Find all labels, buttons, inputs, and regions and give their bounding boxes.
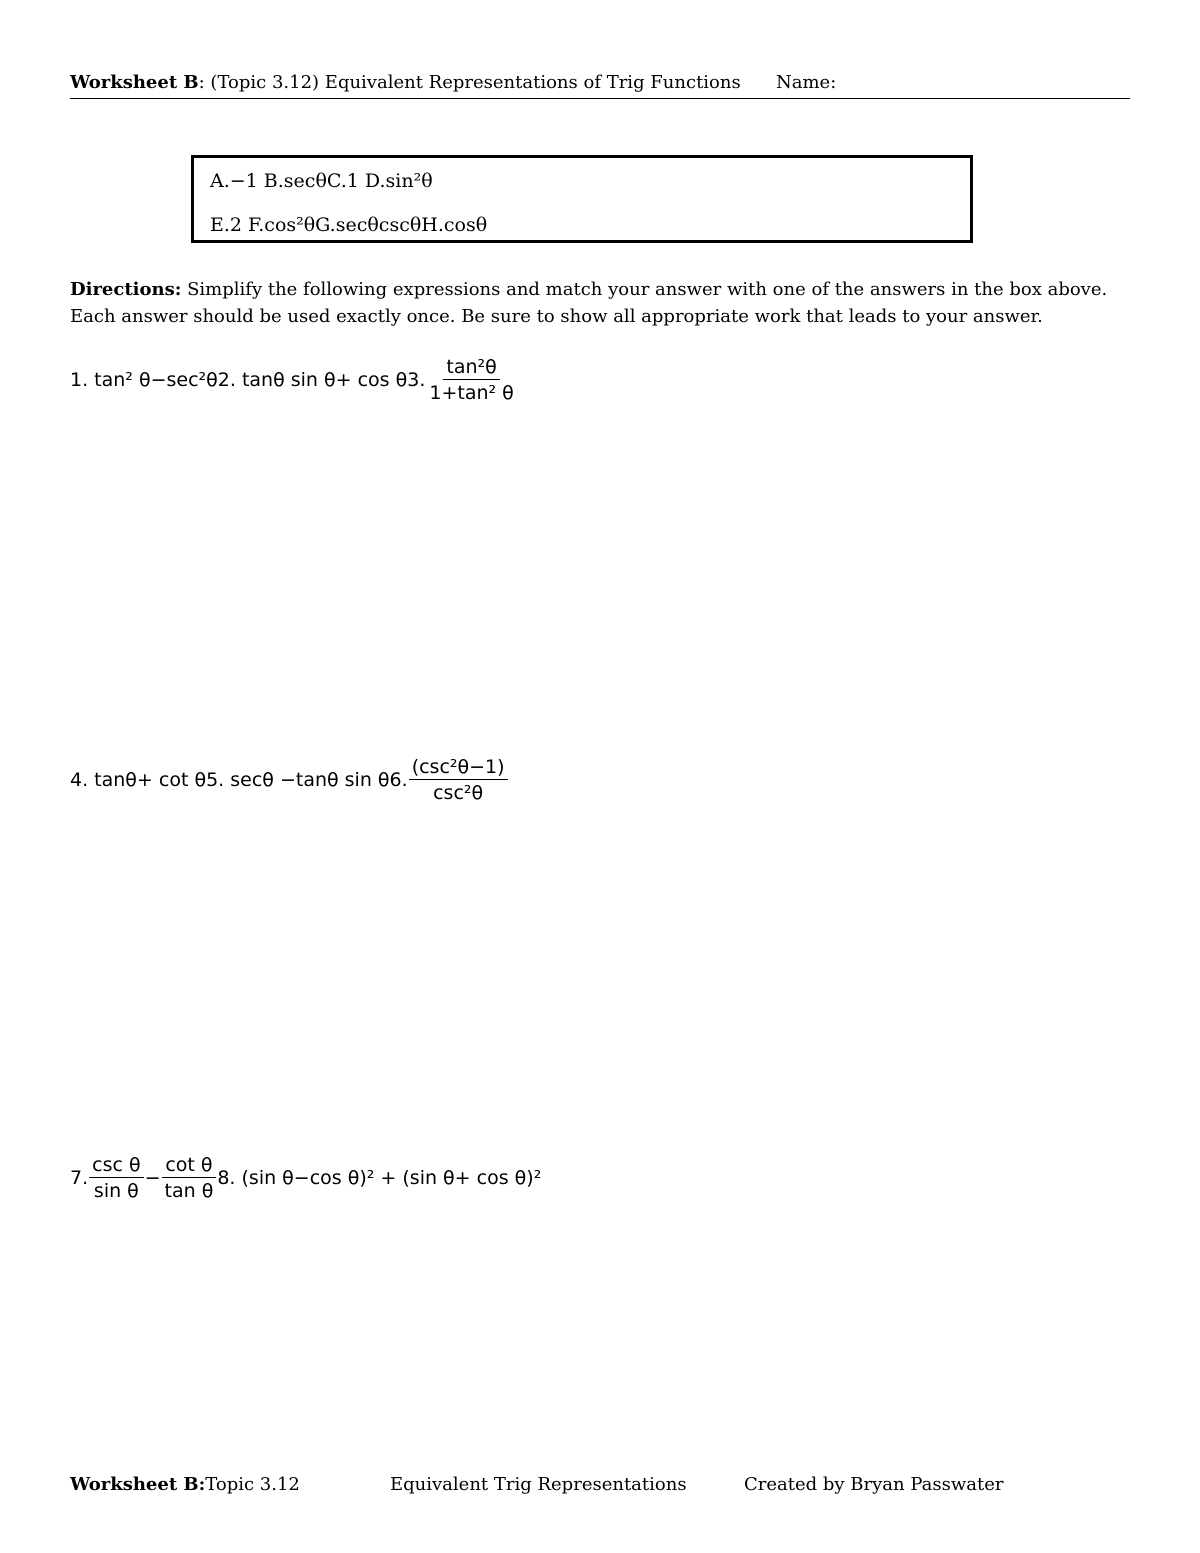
header-title-rest: : (Topic 3.12) Equivalent Representations of Trig Functions	[198, 72, 741, 93]
problem-6-numerator: (csc²θ−1)	[409, 756, 508, 780]
footer-left-rest: Topic 3.12	[205, 1474, 300, 1495]
problem-6-denominator: csc²θ	[433, 782, 484, 804]
problem-7a-numerator: csc θ	[89, 1154, 143, 1178]
problem-3-numerator: tan²θ	[443, 356, 499, 380]
problem-3-fraction	[426, 356, 516, 404]
directions-text: Simplify the following expressions and match your answer with one of the answers in the box above. Each answer should be used exactly once. Be sure to show all appropriate work that leads to your answer.	[70, 279, 1108, 327]
footer-right: Created by Bryan Passwater	[744, 1474, 1004, 1495]
footer-left	[70, 1474, 300, 1495]
problem-6-label: 6.	[389, 769, 408, 791]
name-label: Name:	[776, 72, 837, 93]
problem-5: 5. secθ −tanθ sin θ	[206, 769, 390, 791]
problem-row-1	[70, 356, 518, 404]
problem-3-denominator: 1+tan² θ	[429, 382, 514, 404]
problem-4: 4. tanθ+ cot θ	[70, 769, 207, 791]
problem-7b-denominator: tan θ	[164, 1180, 214, 1202]
page-header	[70, 72, 1130, 99]
problem-7a-denominator: sin θ	[93, 1180, 139, 1202]
problem-row-2	[70, 756, 509, 804]
answer-choices-line-2: E.2 F.cos²θG.secθcscθH.cosθ	[210, 214, 488, 236]
footer-left-bold: Worksheet B:	[70, 1474, 206, 1495]
problem-8: 8. (sin θ−cos θ)² + (sin θ+ cos θ)²	[217, 1167, 542, 1189]
problem-2: 2. tanθ sin θ+ cos θ	[217, 369, 408, 391]
footer-center: Equivalent Trig Representations	[390, 1474, 687, 1495]
problem-row-3	[70, 1154, 541, 1202]
problem-7-fraction-b	[162, 1154, 217, 1202]
directions-label: Directions:	[70, 279, 182, 300]
problem-1: 1. tan² θ−sec²θ	[70, 369, 218, 391]
answer-box	[191, 155, 973, 243]
problem-6-fraction	[409, 756, 508, 804]
problem-3-label: 3.	[407, 369, 426, 391]
problem-7-minus: −	[144, 1167, 161, 1189]
header-title	[70, 72, 741, 93]
header-title-bold: Worksheet B	[70, 72, 199, 93]
problem-7-fraction-a	[89, 1154, 143, 1202]
answer-choices-line-1: A.−1 B.secθC.1 D.sin²θ	[210, 170, 433, 192]
directions	[70, 276, 1130, 330]
problem-7b-numerator: cot θ	[162, 1154, 215, 1178]
problem-7-label: 7.	[70, 1167, 89, 1189]
